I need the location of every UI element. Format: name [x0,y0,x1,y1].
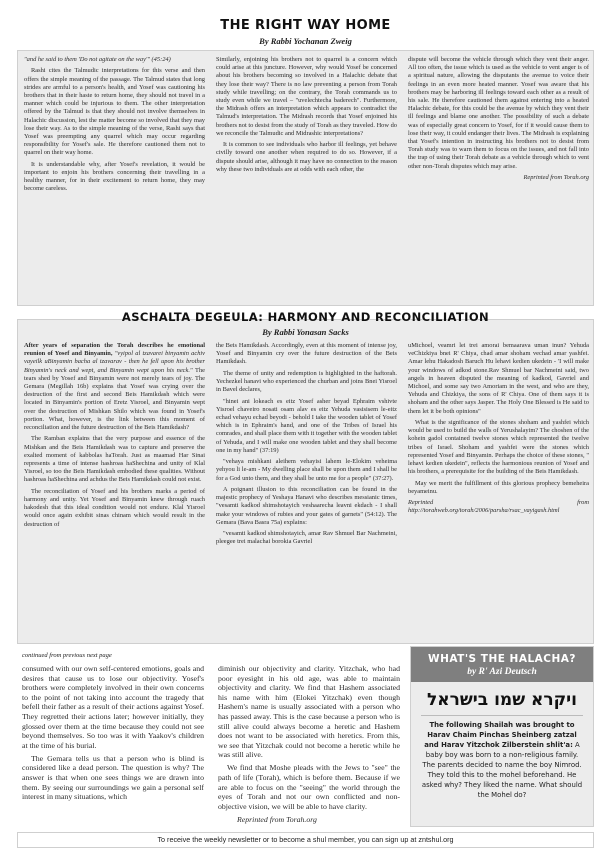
article2-paragraph: The reconciliation of Yosef and his brothers marks a period of harmony and unity. Yet Yosef and Binyamin knew through ruach hakodesh that this ideal condition would not endure. Klal Yisroel would once again exhibit sinas chinam which would result in the destruction of [24,487,205,528]
lower-col1 [22,664,204,826]
article2-byline: By Rabbi Yonasan Sacks [262,327,349,337]
halacha-box [410,646,594,827]
halacha-question [411,716,593,804]
article2-col1 [24,342,205,640]
page [14,14,597,850]
article2-lead-quote: "vyipol al tzavarei binyamin achiv vayeilk uBinyamin bacha al tzavarav - then he fell upon his brother Binyamin's neck and wept, and Binyamin wept upon his neck." [24,350,205,374]
article1-paragraph: Similarly, enjoining his brothers not to quarrel is a concern which could arise at this juncture. However, why would Yosef be concerned about his brothers becoming so involved in a Halachic debate that they lose their way? There is no law preventing a person from Torah study while travelling; on the contrary, the Torah commands us to study even while we travel – "uvelechtecha baderech". Furthermore, the Midrash offers an interpretation which appears to contradict the Talmud's interpretation. The Midrash records that Yosef enjoined his brothers not to desist from the study of Torah as they traveled. How do we reconcile the Talmudic and Midrashic interpretations? [216,56,397,137]
article1-paragraph: It is common to see individuals who harbor ill feelings, yet behave civilly toward one another when required to do so. However, if a dispute should arise, although it may have no connection to the reason why these two individuals are at odds with each other, the [216,141,397,173]
halacha-title: WHAT'S THE HALACHA? [428,653,576,665]
footer-signup-banner: To receive the weekly newsletter or to become a shul member, you can sign up at zntshul.org [17,832,594,848]
article2-paragraph: uMichoel, veamri lei trei amorai bemaarava uman inun? Yehuda veChizkiya bnei R' Chiya, chad amar shoham vechad amar yashfei. Amar lehu Hakadosh Baruch Hu lehavi kedien ukedein - 'I will make your windows of adkod stone.Rav Shmuel bar Nachmeini said, two angels in heaven disputed the meaning of kadkod, Gavriel and Michoel, and some say two Amoriam in the west, and who are they, Yehuda and Chizkiya, the sons of R' Chiya. One of them says it is shoham and the other says Jasper. The Holy One Blessed is He said to them let it be both opinions" [408,342,589,415]
article2-paragraph: What is the significance of the stones shoham and yashfei which would be used to build the walls of Yerushalayim? The choshen of the kohein gadol contained twelve stones which represented the twelve tribes of Israel. Shoham and yashfei were the stones which represented Yosef and Binyamin. Perhaps the choice of these stones, " lehavi kedien ukedein", reflects the harmonious reunion of Yosef and his brothers, a prerequisite for the building of the Beis Hamikdash. [408,419,589,476]
article2-lead-paragraph [24,342,205,432]
article2-lead-bold: After years of separation the Torah describes he emotional reunion of Yosef and Binyamin, [24,342,205,358]
lower-paragraph: diminish our objectivity and clarity. Yitzchak, who had poor eyesight in his old age, was able to maintain objectivity and clarity. We find that Hashem associated his name with him (Elokei Yitzchak) even though Hashem's name is usually associated with a person who has passed away. This is the case because a person who is still alive could always become a heretic and Hashem does not want to be associated with heretics. From this, we see that Yitzchak could not become a heretic while he was still alive. [218,664,400,760]
article2-credit: Reprinted from http://torahweb.org/torah/2006/parsha/rsac_vayigash.html [408,499,589,515]
article1-col1 [24,56,205,302]
article2-paragraph: the Beis Hamikdash. Accordingly, even at this moment of intense joy, Yosef and Binyamin cry over the future destruction of the Beis Hamikdash. [216,342,397,366]
article2-col3 [408,342,589,640]
lower-paragraph: The Gemara tells us that a person who is blind is considered like a dead person. The question is why? The answer is that when one sees things we are drawn into them. By seeing our surroundings we gain a personal self interest in many situations, which [22,753,204,802]
article1-verse: "and he said to them 'Do not agitate on the way'" (45:24) [24,56,171,63]
article1-box [17,50,594,306]
halacha-hebrew-heading: ויקרא שמו בישראל [427,690,577,710]
article2-title: ASCHALTA DEGEULA: HARMONY AND RECONCILIATION [121,310,490,324]
article2-lead-rest: The tears shed by Yosef and Binyamin were not merely tears of joy. The Gemara (Megillah 16b) explains that Yosef was crying over the destruction of the first and second Beis Hamikdash which were located in Binyamin's portion of Eretz Yisroel, and Binyamin wept over the destruction of Mishkan Shilo which was found in Yosef's portion. What, however, is the link between this moment of reconciliation and the future destruction of the Beis Hamikdash? [24,366,205,432]
article1-title: THE RIGHT WAY HOME [220,18,391,33]
article1-paragraph: dispute will become the vehicle through which they vent their anger. All too often, the issue which is used as the vehicle to vent anger is of a spiritual nature, allowing the disputants the avenue to voice their feelings in an even more heated manner. Yosef was aware that his brothers may be harboring ill feelings toward each other as a result of his sale. He therefore cautioned them against entering into a heated Halachic debate, for this could be the avenue by which they vent their ill feelings and blame one another. The possibility of such a debate was of especially great concern to Yosef, for if it would cause them to lose their way, it could endanger their lives. The Midrash is explaining that Yosef's intention in instructing his brothers not to desist from Torah study was to warn them to focus on the issues, and not fall into the trap of using their Torah debate as a vehicle through which to vent other non-Torah disputes which may arise. [408,56,589,170]
article2-paragraph: A poignant illusion to this reconciliation can be found in the majestic prophecy of Yeshaya Hanavi who describes messianic times, "vesamti kadkod shimshotayich veshaarecha leavni ekdach - I shall make your windows of rubies and your gates of garnets" (54:12). The Gemara (Bava Basra 75a) explains: [216,486,397,526]
lower-col2 [218,664,400,826]
halacha-byline: by R' Azi Deutsch [467,667,537,677]
halacha-question-text: A baby boy was born to a non-religious family. The parents decided to name the boy Nimrod. They told this to the mohel beforehand. He asked why? They liked the name. What should the Mohel do? [421,741,583,799]
article2-paragraph: "vesamti kadkod shimshotayich, amar Rav Shmuel Bar Nachmeini, pleegee trei malachai borokia Gavriel [216,530,397,546]
article1-columns [24,56,589,302]
article2-paragraph: The theme of unity and redemption is highlighted in the haftorah. Yechezkel hanavi who experienced the churban and joins Bnei Yisroel in Bavel declares, [216,369,397,394]
article1-paragraph: Rashi cites the Talmudic interpretations for this verse and then offers the simple meaning of the passage. The Talmud states that long strides are armful to a person's health, and Yosef was cautioning his brothers that in their haste to return home, they should not travel in a manner which could be injurious to them. The other interpretation offered by the Talmud is that they should not involve themselves in Halachic discussion, lest the matter become so involved that they may lose their way. As to the simple meaning of the verse, Rashi says that Yosef was preempting any quarrel which may occur regarding responsibility for Yosef's sale. He therefore cautioned them not to quarrel on their way home. [24,67,205,157]
continued-label: continued from previous next page [22,652,112,659]
article2-paragraph: "hinei ani lokeach es eitz Yosef asher beyad Ephraim vshivte Yisroel chaveiro nosati osam alav es eitz Yehuda vasisisem le-eitz echad vehayu echad beyodi - behold I take the wooden tablet of Yosef which is in Ephraim's hand, and one of the Tribes of Israel his comrades, and shall place them with it together with the wooden tablet of Yehuda, and I will make one wooden tablet and they shall become one in my hand" (37:19) [216,397,397,454]
article2-columns [24,342,589,640]
article2-box [17,319,594,644]
halacha-question-bold: The following Shailah was brought to Harav Chaim Pinchas Sheinberg zatzal and Harav Yitzchok Zilberstein shlit'a: [424,721,577,749]
article2-paragraph: "vehaya mishkani aleihem vehayisi lahem le-Elokim veheima yehyou li le-am - My dwelling place shall be upon them and I shall be for a God unto them, and they shall be unto me for a people" (37:27). [216,458,397,482]
article1-credit: Reprinted from Torah.org [523,174,589,182]
article1-paragraph: It is understandable why, after Yosef's revelation, it would be important to enjoin his brothers concerning their travelling in a healthy manner, for in their excitement to return home, they may become careless. [24,160,205,193]
article2-paragraph: May we merit the fulfillment of this glorious prophecy bemeheira beyameinu. [408,479,589,495]
halacha-banner [411,647,593,682]
lower-columns [22,664,400,826]
lower-paragraph: consumed with our own self-centered emotions, goals and desires that cause us to lose our objectivity. Yosef's brothers were completely involved in their own concerns to the point of not taking into account the tragedy that befell their father as a result of their actions against Yosef. They regretted their actions later; however initially, they glossed over them at the time because they could not see beyond themselves. So too was it with Yaakov's children at the time of his burial. [22,664,204,750]
article1-col2 [216,56,397,302]
article1-byline: By Rabbi Yochanan Zweig [259,36,352,46]
article2-paragraph: The Ramban explains that the very purpose and essence of the Mishkan and the Beis Hamikdash was to capture and preserve the exalted moment of kabbolas haTorah. Just as maamad Har Sinai represents a time of intense hashroas haShechina and unity of Klal Yisroel, so too the Beis Hamikdash embodied these qualities. Without hashroas haShechina and achdus the Beis Hamikdash could not exist. [24,435,205,484]
lower-credit: Reprinted from Torah.org [237,814,317,824]
article1-col3 [408,56,589,302]
lower-paragraph: We find that Moshe pleads with the Jews to "see" the path of life (Torah), which is before them. Because if we are able to focus on the "seeing" the world through the eyes of Torah and not our own conflicted and non-objective vision, we will be able to have clarity. [218,763,400,811]
article2-col2 [216,342,397,640]
